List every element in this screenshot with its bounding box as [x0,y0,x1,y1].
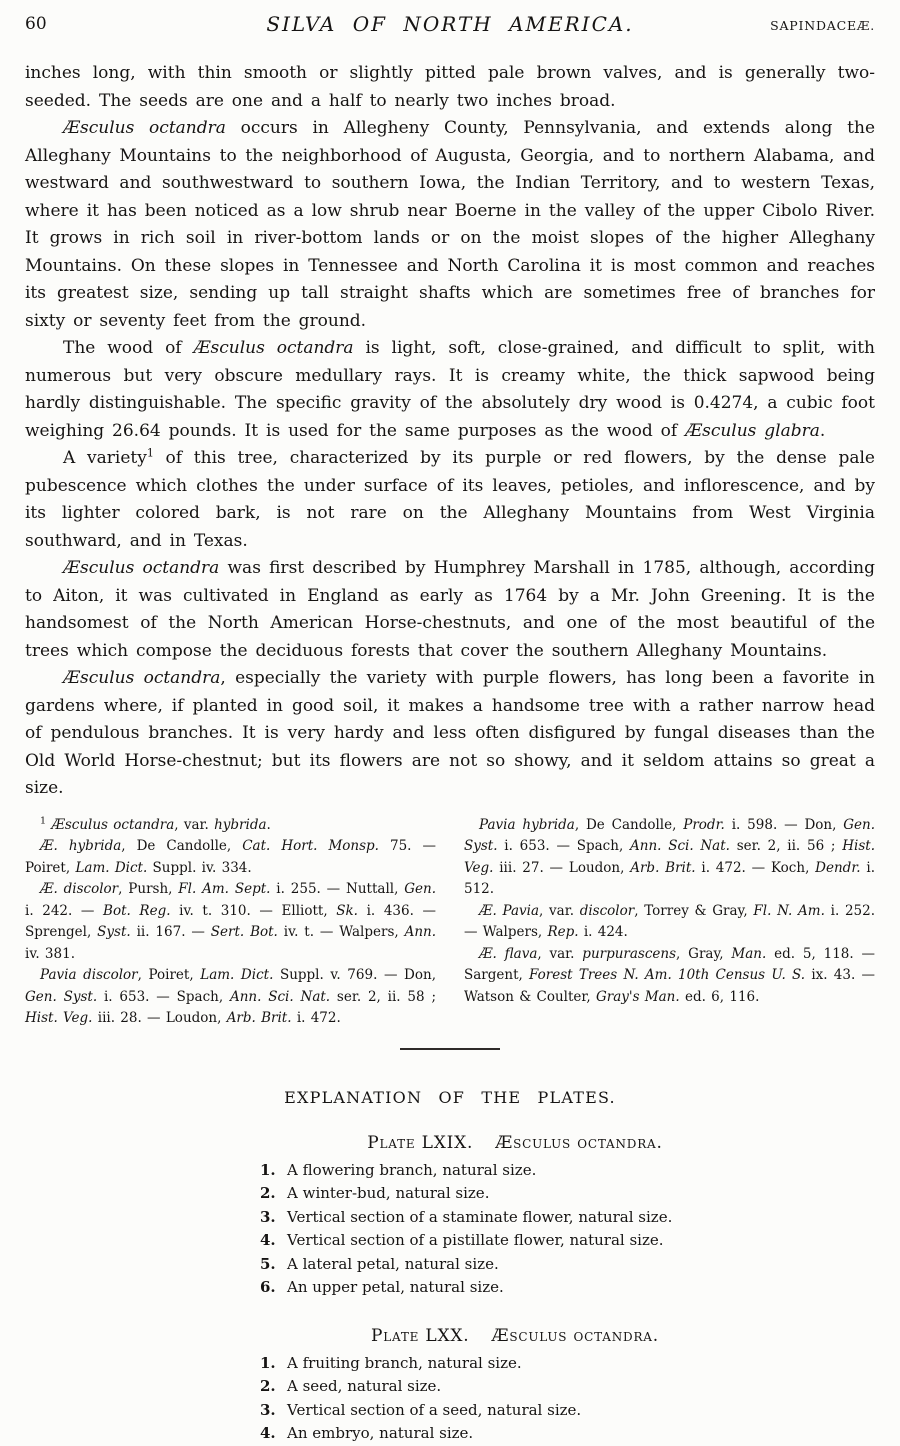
italic-text: Gen. Syst. [464,816,876,854]
plate-item-number: 4. [260,1424,276,1442]
text-run: ser. 2, ii. 56 ; [729,838,843,854]
plate-item-text: A fruiting branch, natural size. [287,1353,522,1372]
family-name: SAPINDACEÆ. [770,18,875,33]
text-run: A variety [63,448,147,468]
text-run: i. 512. [464,859,876,897]
italic-text: Æsculus octandra [63,558,220,578]
book-title: SILVA OF NORTH AMERICA. [266,12,634,36]
plate-item [260,1375,770,1399]
text-run: , Poiret, [137,967,201,983]
footnote-entry [25,815,436,837]
plate-item [260,1206,770,1230]
plate-item-text: Vertical section of a seed, natural size. [287,1400,582,1419]
running-head [25,12,875,42]
plate-item [260,1253,770,1277]
plate-number: Plate LXIX. [367,1132,474,1153]
italic-text: Hist. Veg. [464,838,875,876]
text-run: of this tree, characterized by its purple or red flowers, by the dense pale pubescence which clothes the under surface of its leaves, petioles, and inflorescence, and by its lighter colored bark, is not rare on the Alleghany Mountains from West Virginia southward, and in Texas. [25,448,875,551]
text-run: 75. — Poiret, [25,838,436,876]
italic-text: Æ. hybrida [40,838,122,854]
italic-text: Sk. [336,902,358,919]
text-run: , Torrey & Gray, [634,902,754,919]
plate-item [260,1182,770,1206]
body-paragraph [25,60,875,115]
italic-text: Gray's Man. [595,988,680,1005]
text-run: i. 255. — Nuttall, [270,881,405,897]
plate-item-number: 1. [260,1160,276,1179]
text-run: Suppl. v. 769. — Don, [273,967,436,983]
italic-text: Fl. Am. Sept. [178,881,271,897]
text-run: Suppl. iv. 334. [147,859,252,876]
italic-text: Æ. discolor [40,881,119,897]
text-run: . [819,420,826,441]
italic-text: Cat. Hort. Monsp. [242,838,379,854]
plate-item-number: 6. [260,1278,276,1296]
text-run: iii. 28. — Loudon, [92,1010,227,1026]
text-run: i. 653. — Spach, [497,838,630,854]
italic-text: Lam. Dict. [75,859,148,876]
plate-item-text: Vertical section of a pistillate flower, natural size. [287,1231,664,1249]
plate-title [260,1326,770,1346]
text-run: . [266,816,271,833]
plate-item-text: A flowering branch, natural size. [287,1160,537,1179]
text-run: ed. 5, 118. — Sargent, [464,945,876,983]
italic-text: Bot. Reg. [103,902,171,919]
italic-text: Fl. N. Am. [753,902,825,919]
text-run: The wood of [63,338,194,358]
body-paragraph [25,445,875,555]
body-text [25,60,875,803]
text-run: iii. 27. — Loudon, [493,859,631,876]
italic-text: Gen. [404,881,436,897]
plate-species: Æsculus octandra. [491,1325,659,1346]
text-run: , Pursh, [118,881,179,897]
plates-sections [260,1133,770,1446]
italic-text: Man. [731,945,767,962]
text-run: inches long, with thin smooth or slightly pitted pale brown valves, and is generally two-seeded. The seeds are one and a half to nearly two inches broad. [25,63,875,111]
text-run: is light, soft, close-grained, and difficult to split, with numerous but very obscure medullary rays. It is creamy white, the thick sapwood being hardly distinguishable. The specific gravity of the absolutely dry wood is 0.4274, a cubic foot weighing 26.64 pounds. It is used for the same purposes as the wood of [25,338,875,441]
plate-item-text: A seed, natural size. [287,1377,442,1395]
footnote-column-left [25,815,436,1030]
text-run: i. 242. — [25,902,104,919]
text-run: , var. [537,945,583,962]
body-paragraph [25,555,875,665]
body-paragraph [25,335,875,445]
text-run: , var. [174,816,215,833]
body-paragraph [25,665,875,803]
text-run: i. 472. — Koch, [695,859,816,876]
plate-item-text: An embryo, natural size. [287,1424,474,1442]
text-run: , De Candolle, [121,838,243,854]
plate-item-text: A winter-bud, natural size. [287,1184,490,1202]
footnote-entry [464,815,875,901]
italic-text: Æ. Pavia [479,902,540,919]
italic-text: Æsculus octandra [63,118,226,138]
text-run: occurs in Allegheny County, Pennsylvania, and extends along the Alleghany Mountains to the neighborhood of Augusta, Georgia, and to northern Alabama, and westward and southwestward to southern Iowa, the Indian Territory, and to western Texas, where it has been noticed as a low shrub near Boerne in the valley of the upper Cibolo River. It grows in rich soil in river-bottom lands or on the moist slopes of the higher Alleghany Mountains. On these slopes in Tennessee and North Carolina it is most common and reaches its greatest size, sending up tall straight shafts which are sometimes free of branches for sixty or seventy feet from the ground. [25,118,876,331]
italic-text: Æ. flava [479,945,538,962]
plate-item [260,1229,770,1253]
text-run: i. 653. — Spach, [97,988,230,1005]
text-run: ed. 6, 116. [679,988,760,1005]
footnote-entry [25,879,436,965]
italic-text: purpurascens [582,945,677,962]
plate-item-number: 2. [260,1377,276,1395]
italic-text: Pavia hybrida [479,816,575,833]
plate-item-number: 5. [260,1254,276,1273]
text-run: ix. 43. — Watson & Coulter, [464,967,875,1005]
italic-text: Lam. Dict. [200,967,274,983]
plate-item [260,1276,770,1300]
italic-text: hybrida [214,816,267,833]
page-number: 60 [25,14,47,34]
text-run: i. 424. [578,924,628,940]
footnote-entry [25,965,436,1030]
section-divider [400,1048,500,1050]
italic-text: Æsculus octandra [51,816,175,833]
plate-item-text: An upper petal, natural size. [287,1278,504,1296]
plate-item [260,1159,770,1183]
italic-text: Prodr. [683,816,725,833]
text-run: , especially the variety with purple flowers, has long been a favorite in gardens where, if planted in good soil, it makes a handsome tree with a rather narrow head of pendulous branches. It is very hardy and less often disfigured by fungal diseases than the Old World Horse-chestnut; but its flowers are not so showy, and it seldom attains so great a size. [25,668,875,798]
italic-text: Sert. Bot. [210,924,278,940]
italic-text: Æsculus octandra [193,338,354,358]
italic-text: discolor [579,902,635,919]
footnotes [25,815,875,1030]
plate-item [260,1422,770,1446]
text-run: was first described by Humphrey Marshall in 1785, although, according to Aiton, it was cultivated in England as early as 1764 by a Mr. John Greening. It is the handsomest of the North American Horse-chestnuts, and one of the most beautiful of the trees which compose the deciduous forests that cover the southern Alleghany Mountains. [25,558,875,661]
italic-text: Æsculus octandra [63,668,221,688]
italic-text: Forest Trees N. Am. 10th Census U. S. [529,967,806,983]
italic-text: Dendr. [815,859,861,876]
italic-text: Arb. Brit. [226,1010,292,1026]
italic-text: Arb. Brit. [630,859,696,876]
plate-number: Plate LXX. [371,1325,470,1346]
plate-item [260,1399,770,1423]
plate-title [260,1133,770,1153]
text-run: iv. 381. [25,945,75,962]
text-run: , var. [539,902,580,919]
text-run: iv. t. — Walpers, [277,924,405,940]
plates-heading: EXPLANATION OF THE PLATES. [284,1087,616,1107]
text-run: iv. t. 310. — Elliott, [170,902,337,919]
plate-item-number: 4. [260,1231,276,1249]
plate-item-text: Vertical section of a staminate flower, natural size. [287,1207,673,1226]
footnote-reference: 1 [40,815,47,826]
italic-text: Syst. [97,924,131,940]
text-run: ii. 167. — [130,924,211,940]
footnote-entry [464,944,875,1009]
italic-text: Æsculus glabra [685,420,820,441]
italic-text: Ann. Sci. Nat. [229,988,331,1005]
footnote-entry [464,901,875,944]
text-run: i. 598. — Don, [724,816,844,833]
plate-item-number: 1. [260,1353,276,1372]
plate-item-text: A lateral petal, natural size. [287,1254,499,1273]
italic-text: Ann. Sci. Nat. [630,838,730,854]
footnote-reference: 1 [146,446,154,460]
text-run: i. 252. — Walpers, [464,902,876,940]
plate-item-number: 3. [260,1207,276,1226]
footnote-entry [25,836,436,879]
italic-text: Pavia discolor [40,967,138,983]
plate-item [260,1352,770,1376]
body-paragraph [25,115,875,335]
text-run: , De Candolle, [574,816,684,833]
plate-item-number: 2. [260,1184,276,1202]
italic-text: Ann. [404,924,437,940]
text-run: ser. 2, ii. 58 ; [330,988,437,1005]
italic-text: Rep. [547,924,579,940]
footnote-column-right [464,815,875,1030]
italic-text: Hist. Veg. [25,1010,93,1026]
italic-text: Gen. Syst. [25,988,98,1005]
text-run: , Gray, [676,945,732,962]
plate-species: Æsculus octandra. [495,1132,663,1153]
text-run: i. 472. [291,1010,341,1026]
plate-item-number: 3. [260,1400,276,1419]
text-run: i. 436. — Sprengel, [25,902,436,940]
